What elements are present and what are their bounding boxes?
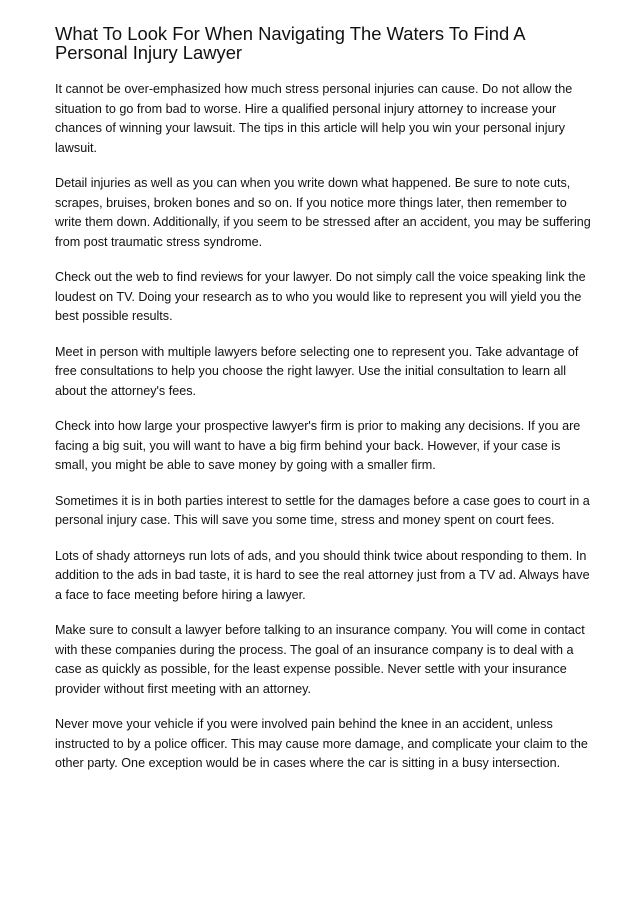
paragraph-8: Make sure to consult a lawyer before talking to an insurance company. You will come in contact with these companies during the process. The goal of an insurance company is to deal with a case as quickly as possible, for the least expense possible. Never settle with your insurance provider without first meeting with an attorney.: [55, 623, 585, 696]
paragraph-7: Lots of shady attorneys run lots of ads, and you should think twice about responding to them. In addition to the ads in bad taste, it is hard to see the real attorney just from a TV ad. Always have a face to face meeting before hiring a lawyer.: [55, 548, 590, 602]
paragraph-4: Meet in person with multiple lawyers before selecting one to represent you. Take advantage of free consultations to help you choose the right lawyer. Use the initial consultation to learn all about the attorney's fees.: [55, 344, 579, 398]
paragraph-6: Sometimes it is in both parties interest to settle for the damages before a case goes to court in a personal injury case. This will save you some time, stress and money spent on court fees.: [55, 493, 590, 527]
document-title: What To Look For When Navigating The Waters To Find A Personal Injury Lawyer: [55, 23, 525, 63]
paragraph-1: It cannot be over-emphasized how much stress personal injuries can cause. Do not allow the situation to go from bad to worse. Hire a qualified personal injury attorney to increase your chances of winning your lawsuit. The tips in this article will help you win your personal injury lawsuit.: [55, 82, 573, 155]
paragraph-5: Check into how large your prospective lawyer's firm is prior to making any decisions. If you are facing a big suit, you will want to have a big firm behind your back. However, if your case is small, you might be able to save money by going with a smaller firm.: [55, 419, 581, 472]
document-page: [55, 24, 595, 790]
paragraph-9: Never move your vehicle if you were involved pain behind the knee in an accident, unless instructed to by a police officer. This may cause more damage, and complicate your claim to the other party. One exception would be in cases where the car is sitting in a busy intersection.: [55, 717, 588, 770]
paragraph-2: Detail injuries as well as you can when you write down what happened. Be sure to note cuts, scrapes, bruises, broken bones and so on. If you notice more things later, then remember to write them down. Additionally, if you seem to be stressed after an accident, you may be suffering from post traumatic stress syndrome.: [55, 176, 591, 249]
paragraph-3: Check out the web to find reviews for your lawyer. Do not simply call the voice speaking link the loudest on TV. Doing your research as to who you would like to represent you will yield you the best possible results.: [55, 270, 586, 323]
